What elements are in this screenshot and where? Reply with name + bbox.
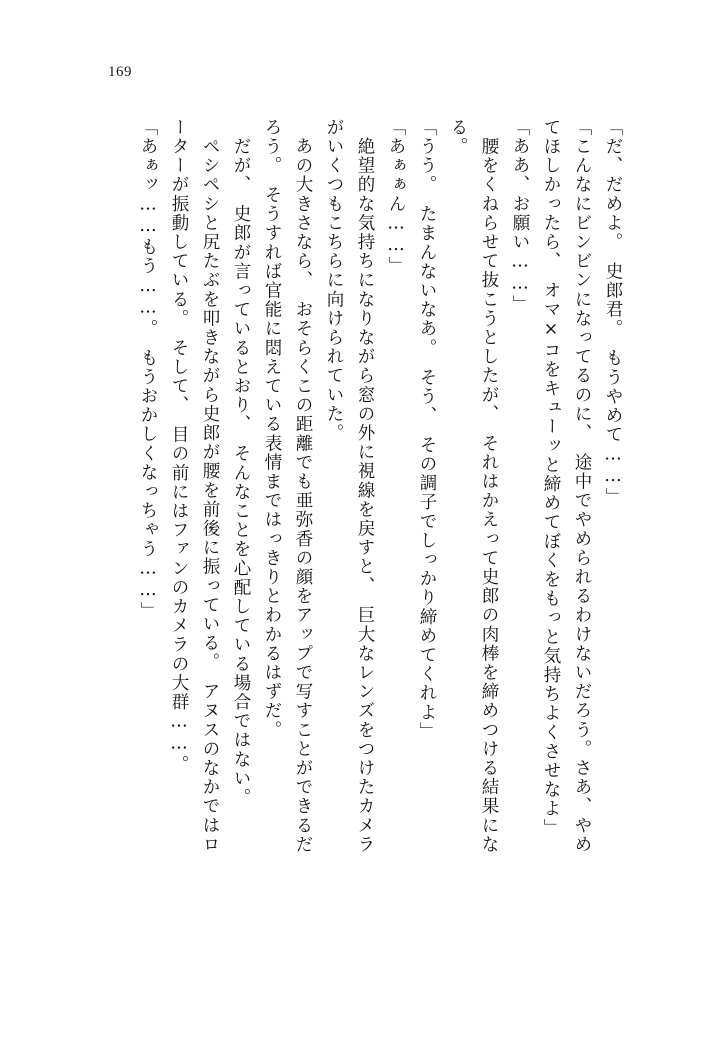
text-line: がいくつもこちらに向けられていた。 [324,118,344,443]
text-line: 「あぁぁん……」 [386,118,406,276]
text-line: 「だ、だめよ。 史郎君。 もうやめて……」 [603,118,623,507]
text-line: 「うう。 たまんないなあ。 そう、 その調子でしっかり締めてくれよ」 [417,118,437,742]
text-line: ペシペシと尻たぶを叩きながら史郎が腰を前後に振っている。 アヌスのなかではロ [200,118,220,855]
text-line: だが、 史郎が言っているとおり、 そんなことを心配している場合ではない。 [231,118,251,808]
text-line: あの大きさなら、 おそらくこの距離でも亜弥香の顔をアップで写すことができるだ [293,118,313,855]
vertical-text-body [68,118,628,918]
text-line: 「こんなにビンビンになってるのに、 途中でやめられるわけないだろう。さあ、やめ [572,118,592,855]
text-line: 「あぁッ……もう……。 もうおかしくなっちゃう……」 [138,118,158,621]
text-line: ーターが振動している。 そして、 目の前にはファンのカメラの大群……。 [169,118,189,774]
text-line: 腰をくねらせて抜こうとしたが、 それはかえって史郎の肉棒を締めつける結果にな [479,118,499,855]
page-number: 169 [108,64,132,80]
text-line: てほしかったら、 オマ×コをキューッと締めてぼくをもっと気持ちよくさせなよ」 [541,118,561,838]
text-line: 「ああ、お願い……」 [510,118,530,314]
text-line: 絶望的な気持ちになりながら窓の外に視線を戻すと、 巨大なレンズをつけたカメラ [355,118,375,855]
text-line: ろう。 そうすれば官能に悶えている表情まではっきりとわかるはずだ。 [262,118,282,740]
text-line: る。 [448,118,468,157]
